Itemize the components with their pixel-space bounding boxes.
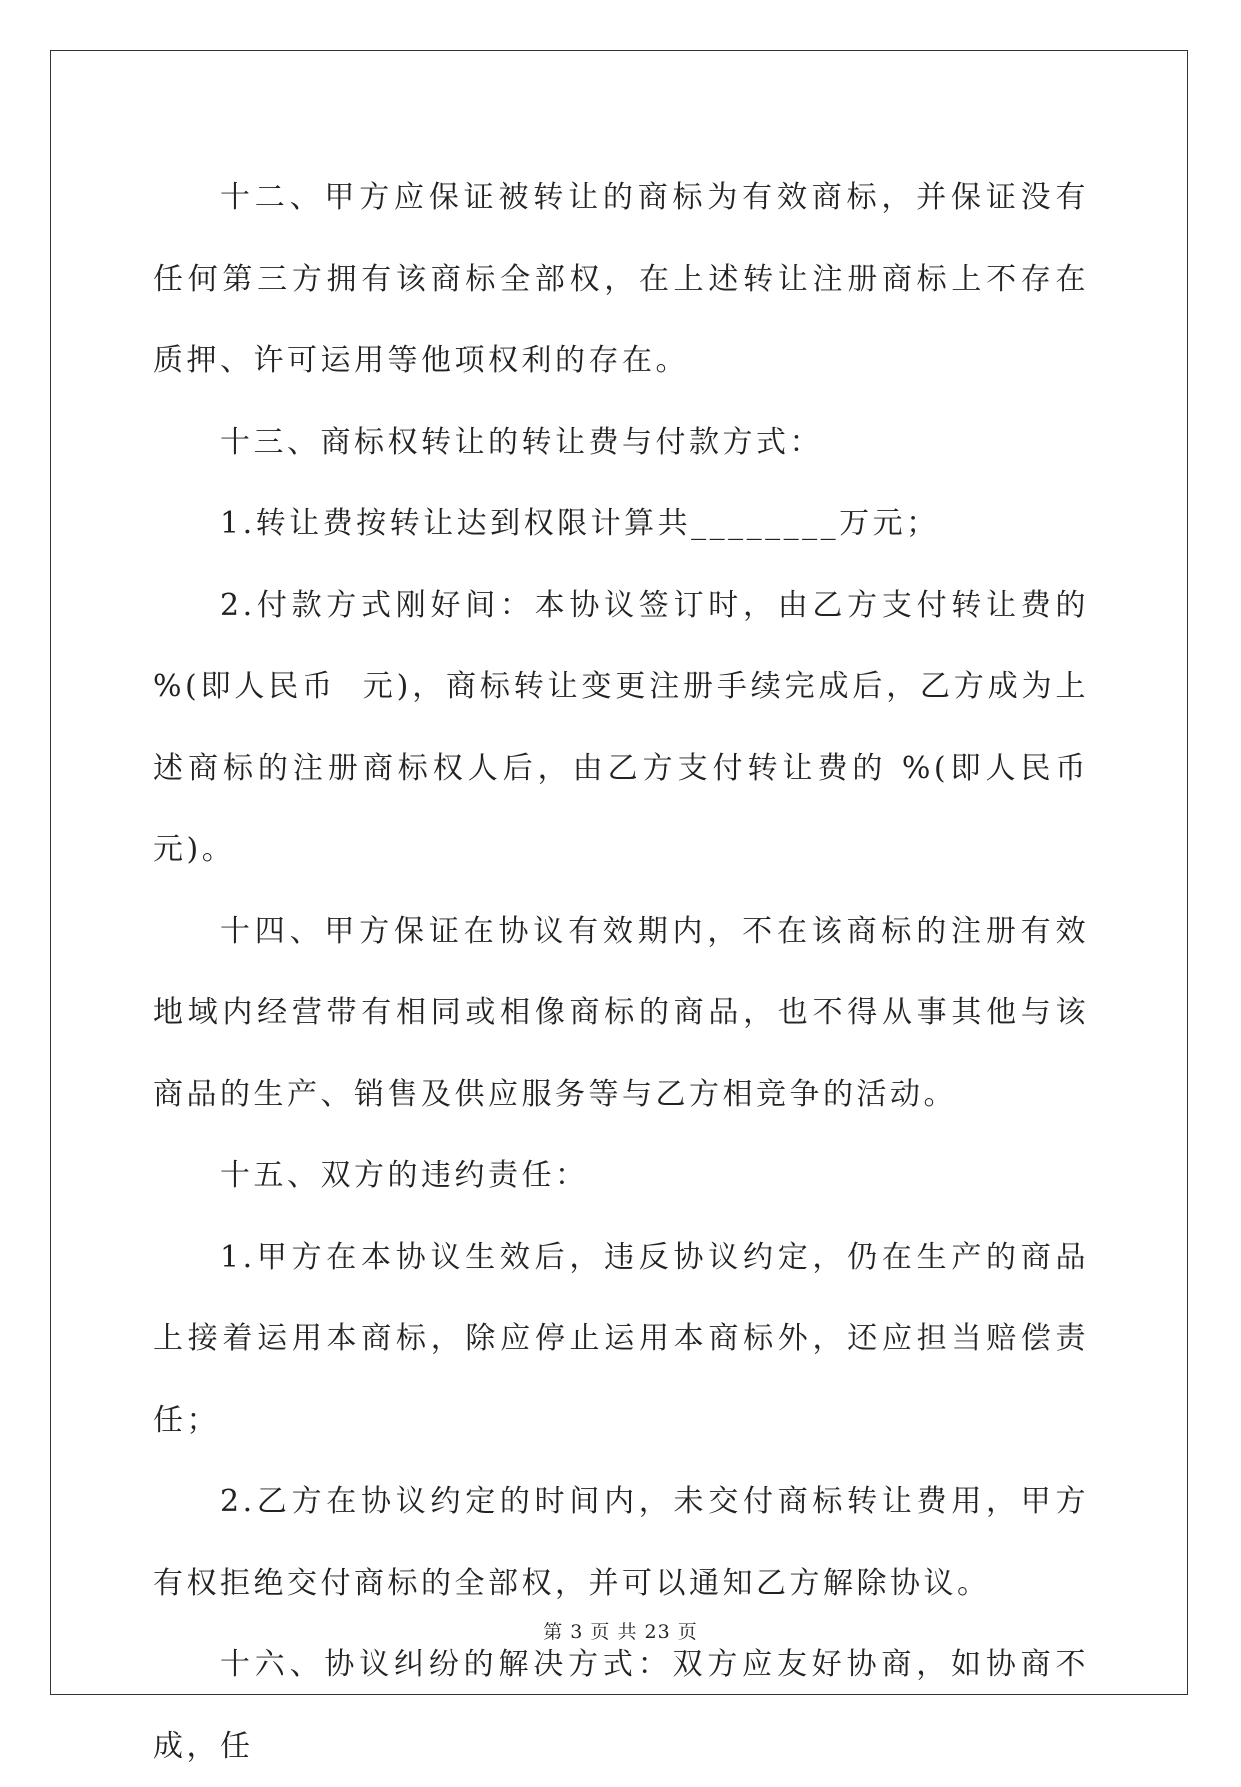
paragraph-13: 十三、商标权转让的转让费与付款方式： — [220, 424, 823, 460]
paragraph-14: 十四、甲方保证在协议有效期内，不在该商标的注册有效地域内经营带有相同或相像商标的商品，也不得从事其他与该商品的生产、销售及供应服务等与乙方相竞争的活动。 — [153, 913, 1089, 1112]
paragraph-15-item-1: 1.甲方在本协议生效后，违反协议约定，仍在生产的商品上接着运用本商标，除应停止运用本商标外，还应担当赔偿责任； — [153, 1239, 1089, 1438]
document-body — [153, 157, 1116, 1787]
paragraph-12: 十二、甲方应保证被转让的商标为有效商标，并保证没有任何第三方拥有该商标全部权，在上述转让注册商标上不存在质押、许可运用等他项权利的存在。 — [153, 180, 1089, 378]
page-number-footer: 第 3 页 共 23 页 — [543, 1621, 698, 1643]
paragraph-16: 十六、协议纠纷的解决方式：双方应友好协商，如协商不成，任 — [153, 1647, 1089, 1764]
paragraph-13-item-2: 2.付款方式刚好间：本协议签订时，由乙方支付转让费的 %(即人民币 元)，商标转让变更注册手续完成后，乙方成为上述商标的注册商标权人后，由乙方支付转让费的 %(即人民币 元)。 — [153, 587, 1116, 867]
paragraph-13-item-1: 1.转让费按转让达到权限计算共________万元； — [220, 506, 940, 541]
paragraph-15: 十五、双方的违约责任： — [220, 1158, 589, 1193]
paragraph-15-item-2: 2.乙方在协议约定的时间内，未交付商标转让费用，甲方有权拒绝交付商标的全部权，并可以通知乙方解除协议。 — [153, 1484, 1089, 1601]
